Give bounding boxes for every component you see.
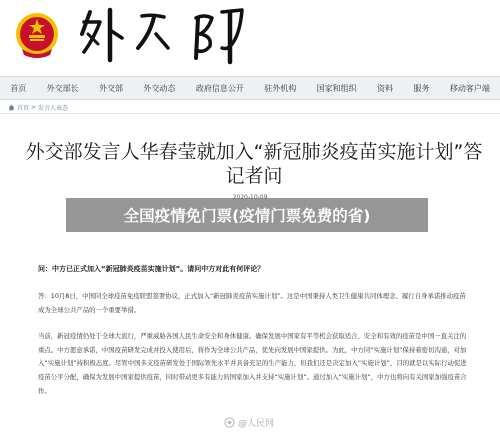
nav-ministry[interactable]: 外交部 [99,83,124,93]
nav-home[interactable]: 首页 [10,83,27,93]
nav-mobile-client[interactable]: 移动客户端 [449,83,490,93]
breadcrumb-separator: > [31,104,37,111]
watermark-text: @人民网 [238,419,275,429]
breadcrumb-section[interactable]: 发言人表态 [38,105,69,112]
site-header [0,0,500,76]
article-paragraph: 答：10月8日，中国同全球疫苗免疫联盟签署协议，正式加入“新冠肺炎疫苗实施计划”。这是中国秉持人类卫生健康共同体理念、履行自身承诺推动疫苗成为全球公共产品的一个重要举措。 [38,292,466,314]
nav-resources[interactable]: 资料 [377,83,394,93]
nav-foreign-minister[interactable]: 外交部长 [46,83,79,93]
overlay-banner [66,198,428,232]
home-icon [8,104,15,111]
overlay-banner-text: 全国疫情免门票(疫情门票免费的省) [123,207,371,225]
watermark-logo-icon [224,417,235,428]
nav-diplomatic-news[interactable]: 外交动态 [143,83,176,93]
article-title: 外交部发言人华春莹就加入“新冠肺炎疫苗实施计划”答记者问 [25,141,483,187]
national-emblem-icon[interactable] [14,9,60,61]
nav-countries[interactable]: 国家和组织 [316,83,357,93]
article-paragraph: 当前，新冠疫情仍处于全球大流行，严重威胁各国人民生命安全和身体健康。确保发展中国家有平等机会获取适合、安全和有效的疫苗是中国一直关注的重点。中方愿意承诺，中国疫苗研发完成并投入使用后，将作为全球公共产品，优先向发展中国家提供。为此，中方同“实施计划”保持着密切沟通，对加入“实施计划”持积极态度。尽管中国多支疫苗研发处于国际领先水平并具备充足的生产能力，但我们还是决定加入“实施计划”，目的就是以实际行动促进疫苗公平分配，确保为发展中国家提供疫苗，同时带动更多有能力的国家加入并支持“实施计划”。通过加入“实施计划”，中方也将向有关国家加强疫苗合作。 [38,332,467,395]
breadcrumb [8,103,68,112]
nav-services[interactable]: 服务 [413,83,430,93]
main-navigation [0,76,500,100]
content-divider [0,113,500,114]
nav-gov-info[interactable]: 政府信息公开 [195,83,244,93]
nav-missions-abroad[interactable]: 驻外机构 [264,83,297,93]
ministry-calligraphy-logo[interactable] [72,4,252,66]
article-question: 问：中方已正式加入“新冠肺炎疫苗实施计划”。请问中方对此有何评论？ [38,265,265,273]
watermark [224,416,274,429]
breadcrumb-home[interactable]: 首页 [17,105,30,112]
